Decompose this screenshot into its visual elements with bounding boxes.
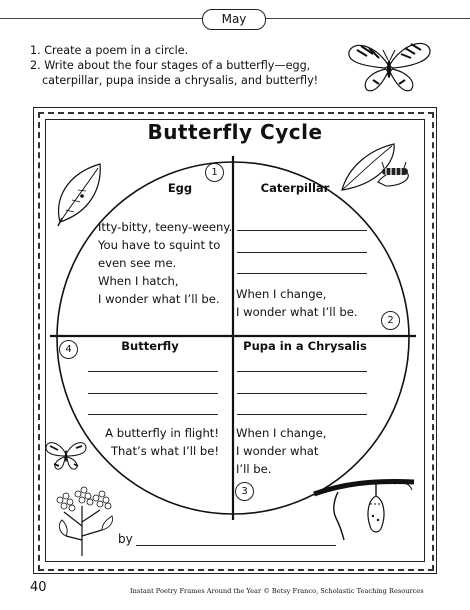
instruction-2-continued: caterpillar, pupa inside a chrysalis, and butterfly! — [42, 74, 319, 87]
pupa-poem-line-2: I wonder what — [236, 444, 319, 458]
footer-credit: Instant Poetry Frames Around the Year © Betsy Franco, Scholastic Teaching Resources — [130, 587, 424, 595]
instruction-2: 2. Write about the four stages of a butterfly—egg, — [30, 59, 311, 72]
chrysalis-illustration — [312, 470, 416, 556]
page-number: 40 — [30, 580, 47, 595]
egg-heading: Egg — [167, 181, 193, 195]
pupa-writing-line-3[interactable] — [237, 414, 367, 415]
page-title: Butterfly Cycle — [147, 120, 323, 144]
caterpillar-poem-line-2: I wonder what I’ll be. — [236, 305, 358, 319]
caterpillar-stage-number: 2 — [381, 311, 400, 330]
caterpillar-poem-line-1: When I change, — [236, 287, 327, 301]
egg-poem-line-4: When I hatch, — [98, 274, 179, 288]
butterfly-heading: Butterfly — [121, 339, 179, 353]
author-name-line[interactable] — [136, 545, 336, 546]
butterfly-poem-line-2: That’s what I’ll be! — [110, 444, 219, 458]
pupa-writing-line-2[interactable] — [237, 393, 367, 394]
egg-poem-line-1: Itty-bitty, teeny-weeny. — [98, 220, 233, 234]
pupa-heading: Pupa in a Chrysalis — [243, 339, 367, 353]
pupa-writing-line-1[interactable] — [237, 371, 367, 372]
egg-stage-number: 1 — [205, 163, 224, 182]
byline-label: by — [118, 532, 133, 546]
pupa-poem-line-3: I’ll be. — [236, 462, 272, 476]
egg-poem-line-3: even see me. — [98, 256, 177, 270]
butterfly-stage-number: 4 — [59, 340, 78, 359]
month-badge: May — [202, 9, 266, 30]
butterfly-writing-line-2[interactable] — [88, 393, 218, 394]
butterfly-writing-line-1[interactable] — [88, 371, 218, 372]
pupa-stage-number: 3 — [235, 482, 254, 501]
caterpillar-writing-line-3[interactable] — [237, 273, 367, 274]
butterfly-writing-line-3[interactable] — [88, 414, 218, 415]
egg-poem-line-2: You have to squint to — [98, 238, 221, 252]
caterpillar-writing-line-2[interactable] — [237, 252, 367, 253]
caterpillar-writing-line-1[interactable] — [237, 230, 367, 231]
pupa-poem-line-1: When I change, — [236, 426, 327, 440]
butterfly-poem-line-1: A butterfly in flight! — [105, 426, 219, 440]
instruction-1: 1. Create a poem in a circle. — [30, 44, 189, 57]
milkweed-flowers-illustration — [52, 466, 118, 558]
caterpillar-heading: Caterpillar — [260, 181, 330, 195]
egg-poem-line-5: I wonder what I’ll be. — [98, 292, 220, 306]
